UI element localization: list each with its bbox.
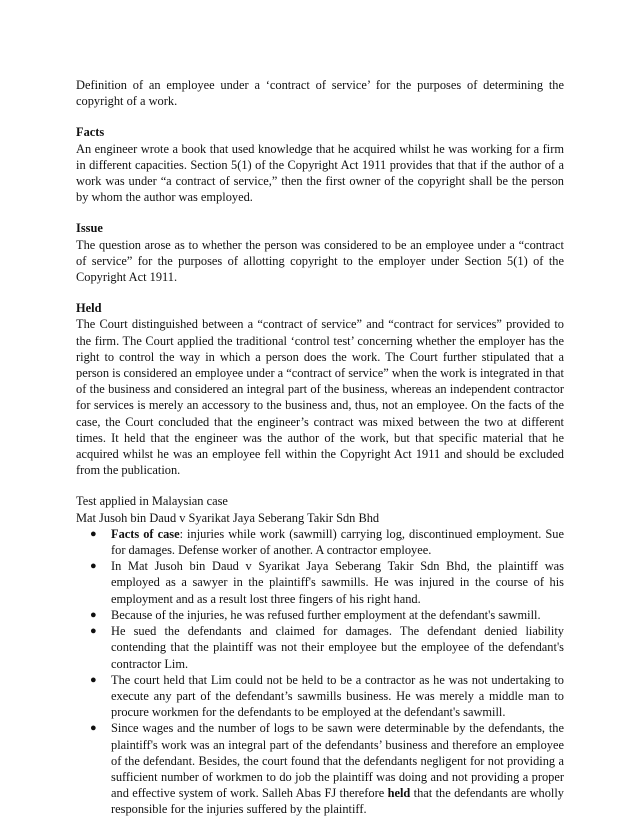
- document-body: [76, 77, 564, 818]
- case-bullet-list: [76, 526, 564, 818]
- issue-paragraph: The question arose as to whether the person was considered to be an employee under a “contract of service” for the purposes of allotting copyright to the employer under Section 5(1) of the Copyright Act 1911.: [76, 237, 564, 285]
- bullet-icon: ●: [90, 560, 97, 573]
- case-name: Mat Jusoh bin Daud v Syarikat Jaya Seberang Takir Sdn Bhd: [76, 510, 380, 525]
- list-item: [90, 558, 564, 607]
- list-item: [90, 672, 564, 721]
- held-paragraph: The Court distinguished between a “contract of service” and “contract for services” provided to the firm. The Court applied the traditional ‘control test’ concerning whether the employer has the right to control the way in which a person does the work. The Court further stipulated that a person is considered an employee under a “contract of service” when the work is integrated in that of the business and considered an integral part of the business, whereas an independent contractor for services is merely an accessory to the business and, thus, not an employee. On the facts of the case, the Court concluded that the engineer’s contract was mixed between the two at different times. It held that the engineer was the author of the work, but that specific material that he acquired whilst he was an employee fell within the Copyright Act 1911 and should be excluded from the publication.: [76, 317, 564, 478]
- list-item: [90, 623, 564, 672]
- bullet-text-continued: that the defendants are wholly responsible for the injuries suffered by the plaintiff.: [111, 786, 564, 817]
- bullet-icon: ●: [90, 673, 97, 686]
- bullet-text: Because of the injuries, he was refused further employment at the defendant's sawmill.: [111, 607, 541, 622]
- bullet-text: In Mat Jusoh bin Daud v Syarikat Jaya Seberang Takir Sdn Bhd, the plaintiff was employed as a sawyer in the plaintiff's sawmills. He was injured in the course of his employment and as a result lost three fingers of his right hand.: [111, 559, 564, 606]
- bullet-icon: ●: [90, 625, 97, 638]
- facts-heading: Facts: [76, 125, 105, 140]
- list-item: [90, 526, 565, 558]
- bullet-icon: ●: [90, 608, 97, 621]
- bullet-icon: ●: [90, 527, 97, 540]
- issue-heading: Issue: [76, 221, 103, 236]
- intro-paragraph: Definition of an employee under a ‘contract of service’ for the purposes of determining the copyright of a work.: [76, 78, 564, 109]
- bullet-text: Since wages and the number of logs to be sawn were determinable by the defendants, the plaintiff's work was an integral part of the defendants’ business and therefore an employee of the defendant. Besides, the court found that the defendants negligent for not providing a sufficient number of workmen to do job the plaintiff was doing and not providing a proper and effective system of work. Salleh Abas FJ therefore: [111, 721, 564, 801]
- bullet-text: The court held that Lim could not be held to be a contractor as he was not undertaking to execute any part of the defendant’s sawmills business. He was merely a middle man to procure workmen for the defendants to be employed at the defendant's sawmill.: [111, 672, 564, 720]
- list-item: [90, 720, 564, 817]
- bullet-bold-label: Facts of case: [111, 526, 180, 541]
- list-item: [90, 607, 564, 623]
- bullet-text: He sued the defendants and claimed for damages. The defendant denied liability contending that the plaintiff was not their employee but the employee of the defendant's contractor Lim.: [111, 624, 564, 671]
- facts-paragraph: An engineer wrote a book that used knowledge that he acquired whilst he was working for a firm in different capacities. Section 5(1) of the Copyright Act 1911 provides that that if the author of a work was under “a contract of service,” then the first owner of the copyright shall be the person by whom the author was employed.: [76, 141, 564, 205]
- bullet-icon: ●: [90, 722, 97, 735]
- test-line: Test applied in Malaysian case: [76, 494, 228, 509]
- held-heading: Held: [76, 301, 102, 316]
- bullet-bold-held: held: [387, 786, 411, 801]
- bullet-text: : injuries while work (sawmill) carrying log, discontinued employment. Sue for damages. Defense worker of another. A contractor employee.: [111, 526, 565, 558]
